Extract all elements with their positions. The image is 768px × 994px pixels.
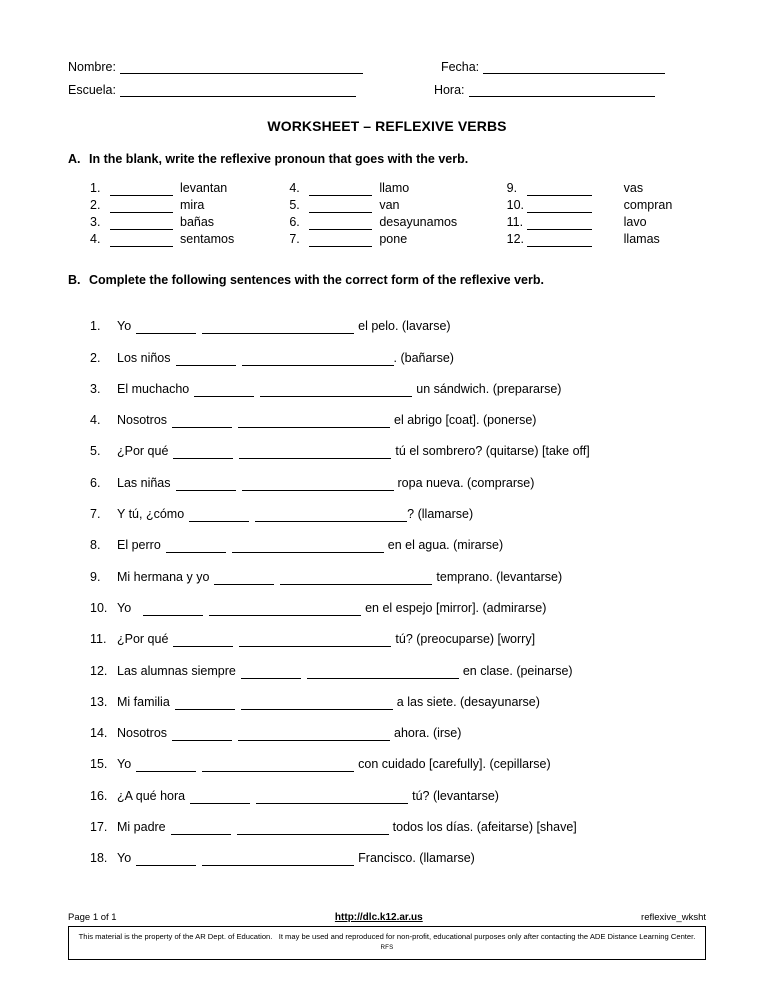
verb-text: pone <box>379 232 408 246</box>
section-b-item <box>90 585 706 616</box>
sentence-tail: a las siete. (desayunarse) <box>396 694 540 709</box>
copyright-initials: RFS <box>380 944 394 951</box>
file-name: reflexive_wksht <box>641 912 706 923</box>
pronoun-blank[interactable] <box>110 182 173 196</box>
nombre-label: Nombre: <box>68 60 116 74</box>
section-b-item <box>90 835 706 866</box>
item-number: 9. <box>90 569 101 584</box>
section-b-item <box>90 647 706 678</box>
verb-text: lavo <box>623 215 647 229</box>
section-b-item <box>90 804 706 835</box>
copyright-notice <box>68 926 706 960</box>
section-a-exercises <box>90 179 706 247</box>
section-a-instruction: In the blank, write the reflexive pronoun that goes with the verb. <box>89 152 469 166</box>
pronoun-blank[interactable] <box>110 216 173 230</box>
info-row-1 <box>68 60 706 74</box>
pronoun-blank[interactable] <box>143 602 203 616</box>
sentence-tail: tú? (levantarse) <box>412 788 499 803</box>
verb-blank[interactable] <box>237 821 389 835</box>
sentence-subject: Mi hermana y yo <box>117 569 210 584</box>
verb-blank[interactable] <box>280 571 432 585</box>
pronoun-blank[interactable] <box>136 852 196 866</box>
sentence-tail: ? (llamarse) <box>407 507 474 522</box>
pronoun-blank[interactable] <box>110 233 173 247</box>
sentence-subject: Mi padre <box>117 820 166 835</box>
sentence-subject: Mi familia <box>117 694 170 709</box>
hora-input[interactable] <box>469 84 655 97</box>
section-a-item <box>507 230 706 247</box>
pronoun-blank[interactable] <box>176 477 236 491</box>
item-number: 7. <box>289 232 300 246</box>
verb-text: van <box>379 198 400 212</box>
section-b-item <box>90 772 706 803</box>
sentence-subject: Yo <box>117 600 139 615</box>
pronoun-blank[interactable] <box>172 727 232 741</box>
section-b-item <box>90 616 706 647</box>
item-number: 3. <box>90 381 101 396</box>
sentence-subject: Y tú, ¿cómo <box>117 507 185 522</box>
sentence-tail: Francisco. (llamarse) <box>358 851 475 866</box>
item-number: 4. <box>90 413 101 428</box>
fecha-input[interactable] <box>483 61 665 74</box>
section-a-heading <box>68 152 706 166</box>
sentence-tail: en el espejo [mirror]. (admirarse) <box>365 600 547 615</box>
sentence-subject: Yo <box>117 851 132 866</box>
verb-text: levantan <box>180 181 228 195</box>
item-number: 11. <box>506 215 524 229</box>
section-b-item <box>90 741 706 772</box>
section-a-column-2 <box>289 179 506 247</box>
verb-blank[interactable] <box>232 539 384 553</box>
item-number: 13. <box>90 694 108 709</box>
page-title: WORKSHEET – REFLEXIVE VERBS <box>267 118 507 134</box>
verb-blank[interactable] <box>202 758 354 772</box>
item-number: 9. <box>506 181 518 195</box>
item-number: 6. <box>289 215 300 229</box>
sentence-subject: Las niñas <box>117 475 171 490</box>
item-number: 17. <box>90 820 108 835</box>
sentence-tail: temprano. (levantarse) <box>436 569 563 584</box>
item-number: 4. <box>90 232 101 246</box>
sentence-subject: Nosotros <box>117 413 168 428</box>
section-a-item <box>507 179 706 196</box>
sentence-subject: ¿Por qué <box>117 632 169 647</box>
copyright-text: This material is the property of the AR Dept. of Education. It may be used and reproduced for non-profit, educational purposes only after contacting the ADE Distance Learning Center. <box>78 932 696 941</box>
verb-blank[interactable] <box>238 414 390 428</box>
source-url-link[interactable]: http://dlc.k12.ar.us <box>334 912 423 923</box>
verb-blank[interactable] <box>260 383 412 397</box>
pronoun-blank[interactable] <box>175 696 235 710</box>
section-b-instruction: Complete the following sentences with the correct form of the reflexive verb. <box>89 273 544 287</box>
sentence-subject: Los niños <box>117 350 171 365</box>
verb-text: sentamos <box>180 232 235 246</box>
sentence-tail: el pelo. (lavarse) <box>358 319 451 334</box>
item-number: 10. <box>506 198 525 212</box>
page-footer <box>68 912 706 960</box>
pronoun-blank[interactable] <box>171 821 231 835</box>
hora-label: Hora: <box>433 83 465 97</box>
section-b-item <box>90 679 706 710</box>
sentence-tail: . (bañarse) <box>393 350 454 365</box>
item-number: 6. <box>90 475 101 490</box>
item-number: 1. <box>90 319 101 334</box>
sentence-tail: ahora. (irse) <box>394 726 462 741</box>
verb-blank[interactable] <box>242 352 394 366</box>
pronoun-blank[interactable] <box>241 665 301 679</box>
section-a-item <box>289 213 506 230</box>
section-b-item <box>90 397 706 428</box>
item-number: 10. <box>90 600 108 615</box>
section-b-item <box>90 710 706 741</box>
pronoun-blank[interactable] <box>527 233 592 247</box>
item-number: 12. <box>90 663 108 678</box>
pronoun-blank[interactable] <box>309 182 372 196</box>
verb-text: vas <box>623 181 644 195</box>
verb-text: compran <box>623 198 673 212</box>
sentence-subject: Las alumnas siempre <box>117 663 236 678</box>
item-number: 11. <box>90 632 107 647</box>
sentence-subject: Nosotros <box>117 726 168 741</box>
item-number: 1. <box>90 181 101 195</box>
section-b-letter: B. <box>68 273 81 287</box>
section-a-item <box>289 179 506 196</box>
item-number: 2. <box>90 350 101 365</box>
section-b-item <box>90 522 706 553</box>
sentence-tail: un sándwich. (prepararse) <box>416 381 562 396</box>
sentence-subject: Yo <box>117 757 132 772</box>
verb-blank[interactable] <box>238 727 390 741</box>
escuela-input[interactable] <box>120 84 356 97</box>
item-number: 4. <box>289 181 300 195</box>
item-number: 3. <box>90 215 101 229</box>
section-a-item <box>90 230 289 247</box>
section-b-item <box>90 491 706 522</box>
pronoun-blank[interactable] <box>309 216 372 230</box>
verb-blank[interactable] <box>255 508 407 522</box>
sentence-tail: tú? (preocuparse) [worry] <box>395 632 536 647</box>
section-b-heading <box>68 273 706 287</box>
sentence-tail: todos los días. (afeitarse) [shave] <box>392 820 577 835</box>
verb-blank[interactable] <box>209 602 361 616</box>
sentence-subject: El muchacho <box>117 381 190 396</box>
section-a-item <box>507 213 706 230</box>
verb-blank[interactable] <box>202 320 354 334</box>
section-a-item <box>289 230 506 247</box>
item-number: 7. <box>90 507 101 522</box>
sentence-tail: con cuidado [carefully]. (cepillarse) <box>358 757 551 772</box>
verb-text: bañas <box>180 215 215 229</box>
pronoun-blank[interactable] <box>527 199 592 213</box>
section-b-item <box>90 334 706 365</box>
item-number: 16. <box>90 788 108 803</box>
info-row-2 <box>68 83 706 97</box>
section-b-item <box>90 553 706 584</box>
nombre-input[interactable] <box>120 61 363 74</box>
item-number: 5. <box>90 444 101 459</box>
verb-blank[interactable] <box>256 790 408 804</box>
verb-blank[interactable] <box>241 696 393 710</box>
sentence-tail: el abrigo [coat]. (ponerse) <box>394 413 537 428</box>
pronoun-blank[interactable] <box>194 383 254 397</box>
item-number: 5. <box>289 198 300 212</box>
verb-text: mira <box>180 198 205 212</box>
pronoun-blank[interactable] <box>527 216 592 230</box>
section-b-item <box>90 366 706 397</box>
verb-blank[interactable] <box>239 445 391 459</box>
section-a-letter: A. <box>68 152 81 166</box>
verb-blank[interactable] <box>202 852 354 866</box>
pronoun-blank[interactable] <box>173 445 233 459</box>
item-number: 15. <box>90 757 108 772</box>
pronoun-blank[interactable] <box>214 571 274 585</box>
section-a-item <box>507 196 706 213</box>
sentence-tail: tú el sombrero? (quitarse) [take off] <box>395 444 590 459</box>
section-a-item <box>90 179 289 196</box>
section-b-exercises <box>90 303 706 866</box>
escuela-label: Escuela: <box>68 83 116 97</box>
pronoun-blank[interactable] <box>166 539 226 553</box>
item-number: 8. <box>90 538 101 553</box>
section-a-column-1 <box>90 179 289 247</box>
pronoun-blank[interactable] <box>309 199 372 213</box>
sentence-subject: El perro <box>117 538 161 553</box>
pronoun-blank[interactable] <box>189 508 249 522</box>
item-number: 12. <box>506 232 525 246</box>
student-info-block <box>68 60 706 97</box>
sentence-tail: en clase. (peinarse) <box>462 663 573 678</box>
section-b-item <box>90 428 706 459</box>
verb-text: llamas <box>623 232 660 246</box>
sentence-tail: ropa nueva. (comprarse) <box>397 475 535 490</box>
verb-blank[interactable] <box>239 633 391 647</box>
item-number: 14. <box>90 726 108 741</box>
footer-top-line <box>68 912 706 926</box>
section-a-item <box>289 196 506 213</box>
page-number: Page 1 of 1 <box>68 912 117 923</box>
pronoun-blank[interactable] <box>172 414 232 428</box>
sentence-subject: ¿Por qué <box>117 444 169 459</box>
pronoun-blank[interactable] <box>136 320 196 334</box>
item-number: 2. <box>90 198 101 212</box>
section-a-column-3 <box>507 179 706 247</box>
pronoun-blank[interactable] <box>110 199 173 213</box>
sentence-subject: ¿A qué hora <box>117 788 186 803</box>
pronoun-blank[interactable] <box>190 790 250 804</box>
pronoun-blank[interactable] <box>136 758 196 772</box>
verb-text: desayunamos <box>379 215 458 229</box>
sentence-subject: Yo <box>117 319 132 334</box>
pronoun-blank[interactable] <box>309 233 372 247</box>
pronoun-blank[interactable] <box>173 633 233 647</box>
verb-blank[interactable] <box>307 665 459 679</box>
sentence-tail: en el agua. (mirarse) <box>387 538 504 553</box>
item-number: 18. <box>90 851 108 866</box>
pronoun-blank[interactable] <box>527 182 592 196</box>
pronoun-blank[interactable] <box>176 352 236 366</box>
section-b-item <box>90 459 706 490</box>
verb-blank[interactable] <box>242 477 394 491</box>
fecha-label: Fecha: <box>440 60 480 74</box>
section-a-item <box>90 213 289 230</box>
verb-text: llamo <box>379 181 410 195</box>
section-a-item <box>90 196 289 213</box>
section-b-item <box>90 303 706 334</box>
